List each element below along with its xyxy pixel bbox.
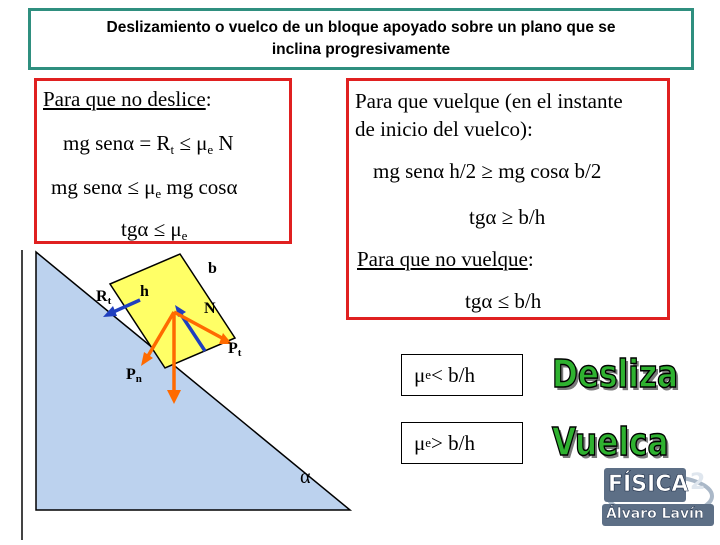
overturn-equation: mg senα h/2 ≥ mg cosα b/2 xyxy=(373,159,602,183)
no-slide-condition-box xyxy=(34,78,292,244)
condition-overturn-sub: e xyxy=(425,435,432,450)
label-b: b xyxy=(208,260,217,277)
eq3-sub-e: e xyxy=(181,228,188,243)
label-weight-normal xyxy=(126,366,142,385)
no-overturn-result: tgα ≤ b/h xyxy=(465,289,542,313)
label-weight-tangent xyxy=(228,340,241,359)
overturn-result: tgα ≥ b/h xyxy=(469,205,546,229)
overturn-heading-line2: de inicio del vuelco): xyxy=(355,117,533,141)
label-friction-sub: t xyxy=(107,295,112,307)
label-weight-tangent-sub: t xyxy=(237,347,242,359)
eq3-part-1: tgα ≤ μ xyxy=(121,217,182,241)
eq1-part-3: N xyxy=(213,131,234,155)
result-desliza: Desliza xyxy=(552,352,679,396)
label-friction xyxy=(96,288,111,307)
label-normal: N xyxy=(204,300,216,317)
condition-overturn-box xyxy=(401,422,523,464)
condition-slide-sub: e xyxy=(425,367,432,382)
label-weight-normal-sub: n xyxy=(135,373,142,385)
no-slide-heading-colon: : xyxy=(205,87,212,111)
overturn-heading-line1: Para que vuelque (en el instante xyxy=(355,89,623,113)
condition-overturn-mu: μ xyxy=(414,430,426,455)
condition-slide-rest: < b/h xyxy=(431,362,475,387)
no-slide-heading xyxy=(43,87,212,112)
no-slide-equation-2 xyxy=(51,175,238,202)
eq2-part-1: mg senα ≤ μ xyxy=(51,175,156,199)
logo-text-fisica: FÍSICA xyxy=(608,472,689,497)
no-slide-result xyxy=(121,217,187,244)
condition-slide-box xyxy=(401,354,523,396)
eq2-part-2: mg cosα xyxy=(161,175,238,199)
logo-text-author: Álvaro Lavín xyxy=(606,506,704,522)
result-vuelca: Vuelca xyxy=(552,420,669,464)
eq1-part-1: mg senα = R xyxy=(63,131,171,155)
label-weight-tangent-letter: P xyxy=(228,340,238,357)
eq1-sub-e: e xyxy=(207,142,214,157)
no-slide-heading-text: Para que no deslice xyxy=(43,87,206,111)
fisica-logo xyxy=(600,458,720,540)
eq2-sub-e: e xyxy=(155,186,162,201)
label-h: h xyxy=(140,283,149,300)
label-friction-letter: R xyxy=(96,288,108,305)
no-slide-equation-1 xyxy=(63,131,234,158)
label-alpha: α xyxy=(300,466,311,488)
condition-slide-mu: μ xyxy=(414,362,426,387)
page-title: Deslizamiento o vuelco de un bloque apoyado sobre un plano que se inclina progresivamente xyxy=(106,19,616,58)
label-weight-normal-letter: P xyxy=(126,366,136,383)
eq1-sub-t: t xyxy=(170,142,175,157)
no-overturn-heading-text: Para que no vuelque xyxy=(357,247,528,271)
condition-overturn-rest: > b/h xyxy=(431,430,475,455)
logo-digit: 2 xyxy=(690,470,706,495)
eq1-part-2: ≤ μ xyxy=(174,131,208,155)
no-overturn-heading-colon: : xyxy=(527,247,534,271)
